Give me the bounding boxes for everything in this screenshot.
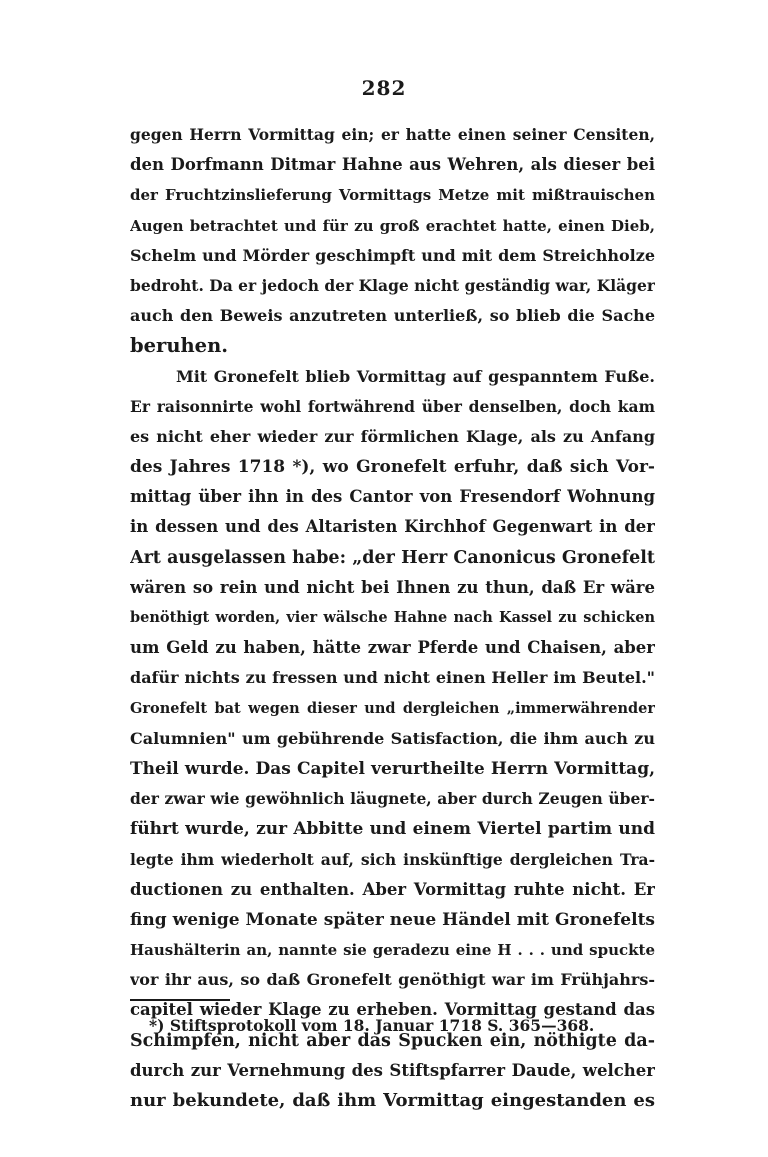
- text-line: dafür nichts zu fressen und nicht einen Heller im Beutel.": [130, 668, 655, 688]
- text-line: bedroht. Da er jedoch der Klage nicht geständig war, Kläger: [130, 275, 655, 295]
- text-line: Calumnien" um gebührende Satisfaction, die ihm auch zu: [130, 728, 655, 748]
- text-line: der Fruchtzinslieferung Vormittags Metze mit mißtrauischen: [130, 186, 655, 205]
- text-line: gegen Herrn Vormittag ein; er hatte einen seiner Censiten,: [130, 125, 655, 144]
- text-line: mittag über ihn in des Cantor von Fresendorf Wohnung: [130, 487, 655, 507]
- text-line: ductionen zu enthalten. Aber Vormittag ruhte nicht. Er: [130, 879, 655, 899]
- text-line: fing wenige Monate später neue Händel mit Gronefelts: [130, 909, 655, 930]
- text-line: Gronefelt bat wegen dieser und dergleichen „immerwährender: [130, 699, 655, 717]
- text-line: Haushälterin an, nannte sie geradezu eine H . . . und spuckte: [130, 941, 655, 960]
- text-line: führt wurde, zur Abbitte und einem Viertel partim und: [130, 819, 655, 840]
- text-line: beruhen.: [130, 334, 229, 358]
- text-line: wären so rein und nicht bei Ihnen zu thun, daß Er wäre: [130, 577, 655, 597]
- text-line: Theil wurde. Das Capitel verurtheilte Herrn Vormittag,: [130, 758, 655, 779]
- text-line: capitel wieder Klage zu erheben. Vormittag gestand das: [130, 1000, 655, 1020]
- text-line: benöthigt worden, vier wälsche Hahne nach Kassel zu schicken: [130, 609, 655, 626]
- text-line: der zwar wie gewöhnlich läugnete, aber durch Zeugen über-: [130, 789, 655, 809]
- text-line: Schelm und Mörder geschimpft und mit dem Streichholze: [130, 245, 655, 265]
- text-line: auch den Beweis anzutreten unterließ, so blieb die Sache: [130, 306, 655, 326]
- text-line: Augen betrachtet und für zu groß erachtet hatte, einen Dieb,: [130, 216, 655, 235]
- paragraph-start-line: Mit Gronefelt blieb Vormittag auf gespanntem Fuße.: [176, 366, 655, 386]
- body-text: [130, 120, 655, 1116]
- text-line: den Dorfmann Ditmar Hahne aus Wehren, als dieser bei: [130, 155, 655, 175]
- text-line: durch zur Vernehmung des Stiftspfarrer Daude, welcher: [130, 1060, 655, 1080]
- page-number: 282: [361, 76, 407, 100]
- text-line: Schimpfen, nicht aber das Spucken ein, nöthigte da-: [130, 1030, 655, 1051]
- text-line: nur bekundete, daß ihm Vormittag eingestanden es: [130, 1090, 655, 1111]
- text-line: vor ihr aus, so daß Gronefelt genöthigt war im Frühjahrs-: [130, 970, 655, 990]
- text-line: des Jahres 1718 *), wo Gronefelt erfuhr, daß sich Vor-: [130, 457, 655, 478]
- text-line: in dessen und des Altaristen Kirchhof Gegenwart in der: [130, 517, 655, 537]
- text-line: um Geld zu haben, hätte zwar Pferde und Chaisen, aber: [130, 638, 655, 658]
- text-line: Er raisonnirte wohl fortwährend über denselben, doch kam: [130, 396, 655, 416]
- text-line: es nicht eher wieder zur förmlichen Klage, als zu Anfang: [130, 426, 655, 446]
- text-line: Art ausgelassen habe: „der Herr Canonicus Gronefelt: [130, 547, 655, 568]
- footnote-divider: [130, 999, 230, 1001]
- footnote: *) Stiftsprotokoll vom 18. Januar 1718 S. 365—368.: [149, 1016, 595, 1035]
- text-line: legte ihm wiederholt auf, sich inskünftige dergleichen Tra-: [130, 849, 655, 869]
